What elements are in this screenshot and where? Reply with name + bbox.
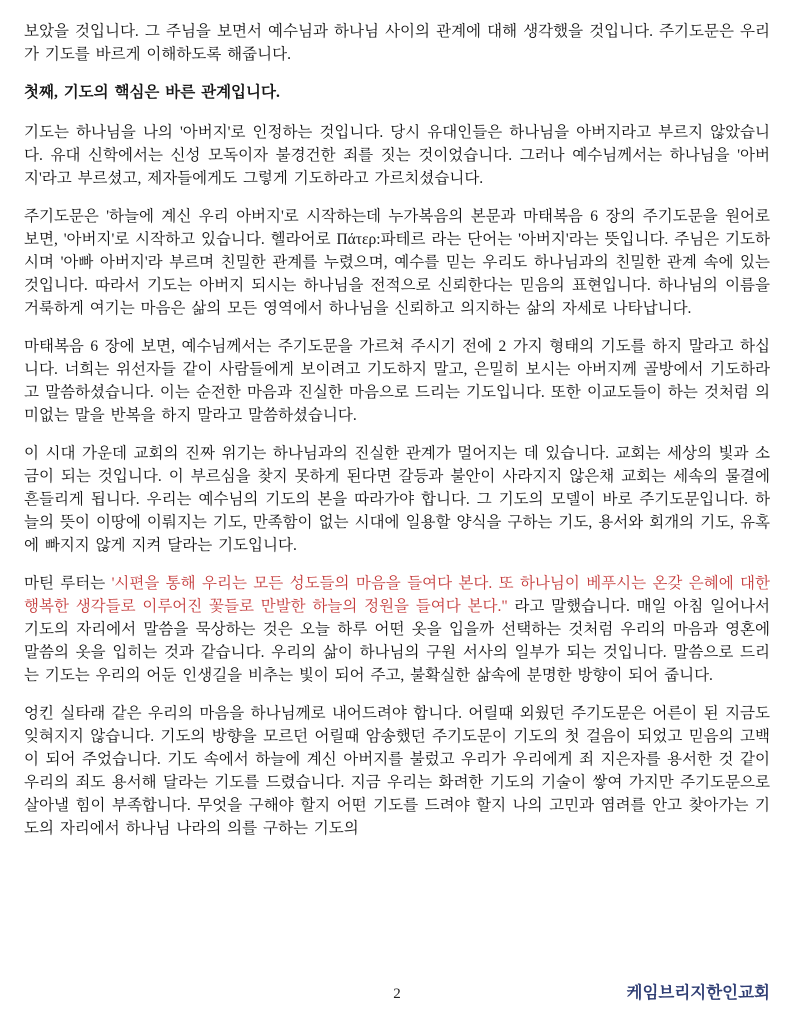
page-footer	[24, 983, 770, 1007]
paragraph-tangled-heart: 엉킨 실타래 같은 우리의 마음을 하나님께로 내어드려야 합니다. 어릴때 외웠던 주기도문은 어른이 된 지금도 잊혀지지 않습니다. 기도의 방향을 모르던 어릴때 암송했던 주기도문이 기도의 첫 걸음이 되었고 믿음의 고백이 되어 주었습니다. 기도 속에서 하늘에 계신 아버지를 불렀고 우리가 우리에게 죄 지은자를 용서한 것 같이 우리의 죄도 용서해 달라는 기도를 드렸습니다. 지금 우리는 화려한 기도의 기술이 쌓여 가지만 주기도문으로 살아낼 힘이 부족합니다. 무엇을 구해야 할지 어떤 기도를 드려야 할지 나의 고민과 염려를 안고 찾아가는 기도의 자리에서 하나님 나라의 의를 구하는 기도의	[24, 705, 770, 837]
section-heading-first: 첫째, 기도의 핵심은 바른 관계입니다.	[24, 84, 280, 101]
church-name-footer: 케임브리지한인교회	[626, 983, 770, 1002]
paragraph-matthew6: 마태복음 6 장에 보면, 예수님께서는 주기도문을 가르쳐 주시기 전에 2 가지 형태의 기도를 하지 말라고 하십니다. 너희는 위선자들 같이 사람들에게 보이려고 기도하지 말고, 은밀히 보시는 아버지께 골방에서 기도하라고 말씀하셨습니다. 이는 순전한 마음과 진실한 마음으로 드리는 기도입니다. 또한 이교도들이 하는 것처럼 의미없는 말을 반복을 하지 말라고 말씀하셨습니다.	[24, 338, 770, 424]
paragraph-lords-prayer-origin: 주기도문은 '하늘에 계신 우리 아버지'로 시작하는데 누가복음의 본문과 마태복음 6 장의 주기도문을 원어로 보면, '아버지'로 시작하고 있습니다. 헬라어로 Πάτερ:파테르 라는 단어는 '아버지'라는 뜻입니다. 주님은 기도하시며 '아빠 아버지'라 부르며 친밀한 관계를 누렸으며, 예수를 믿는 우리도 하나님과의 친밀한 관계 속에 있는 것입니다. 따라서 기도는 아버지 되시는 하나님을 전적으로 신뢰한다는 믿음의 표현입니다. 하나님의 이름을 거룩하게 여기는 마음은 삶의 모든 영역에서 하나님을 신뢰하고 의지하는 삶의 자세로 나타납니다.	[24, 208, 770, 317]
paragraph-luther-quote	[24, 572, 770, 687]
intro-paragraph: 보았을 것입니다. 그 주님을 보면서 예수님과 하나님 사이의 관계에 대해 생각했을 것입니다. 주기도문은 우리가 기도를 바르게 이해하도록 해줍니다.	[24, 23, 770, 63]
luther-quote-follow-up: 라고 말했습니다. 매일 아침 일어나서 기도의 자리에서 말씀을 묵상하는 것은 오늘 하루 어떤 옷을 입을까 선택하는 것처럼 우리의 마음과 영혼에 말씀의 옷을 입히는 것과 같습니다. 우리의 삶이 하나님의 구원 서사의 일부가 되는 것입니다. 말씀으로 드리는 기도는 우리의 어둔 인생길을 비추는 빛이 되어 주고, 불확실한 삶속에 분명한 방향이 되어 줍니다.	[24, 598, 770, 684]
luther-quote-lead-in: 마틴 루터는	[24, 575, 112, 592]
page-number: 2	[393, 986, 401, 1002]
paragraph-church-crisis: 이 시대 가운데 교회의 진짜 위기는 하나님과의 진실한 관계가 멀어지는 데 있습니다. 교회는 세상의 빛과 소금이 되는 것입니다. 이 부르심을 찾지 못하게 된다면 갈등과 불안이 사라지지 않은채 교회는 세속의 물결에 흔들리게 됩니다. 우리는 예수님의 기도의 본을 따라가야 합니다. 그 기도의 모델이 바로 주기도문입니다. 하늘의 뜻이 이땅에 이뤄지는 기도, 만족함이 없는 시대에 일용할 양식을 구하는 기도, 용서와 회개의 기도, 유혹에 빠지지 않게 지켜 달라는 기도입니다.	[24, 445, 770, 554]
paragraph-prayer-father: 기도는 하나님을 나의 '아버지'로 인정하는 것입니다. 당시 유대인들은 하나님을 아버지라고 부르지 않았습니다. 유대 신학에서는 신성 모독이자 불경건한 죄를 짓는 것이었습니다. 그러나 예수님께서는 하나님을 '아버지'라고 부르셨고, 제자들에게도 그렇게 기도하라고 가르치셨습니다.	[24, 124, 770, 187]
luther-quote-red-text: '시편을 통해 우리는 모든 성도들의 마음을 들여다 본다. 또 하나님이 베푸시는 온갖 은혜에 대한 행복한 생각들로 이루어진 꽃들로 만발한 하늘의 정원을 들여다 본다."	[24, 575, 770, 615]
